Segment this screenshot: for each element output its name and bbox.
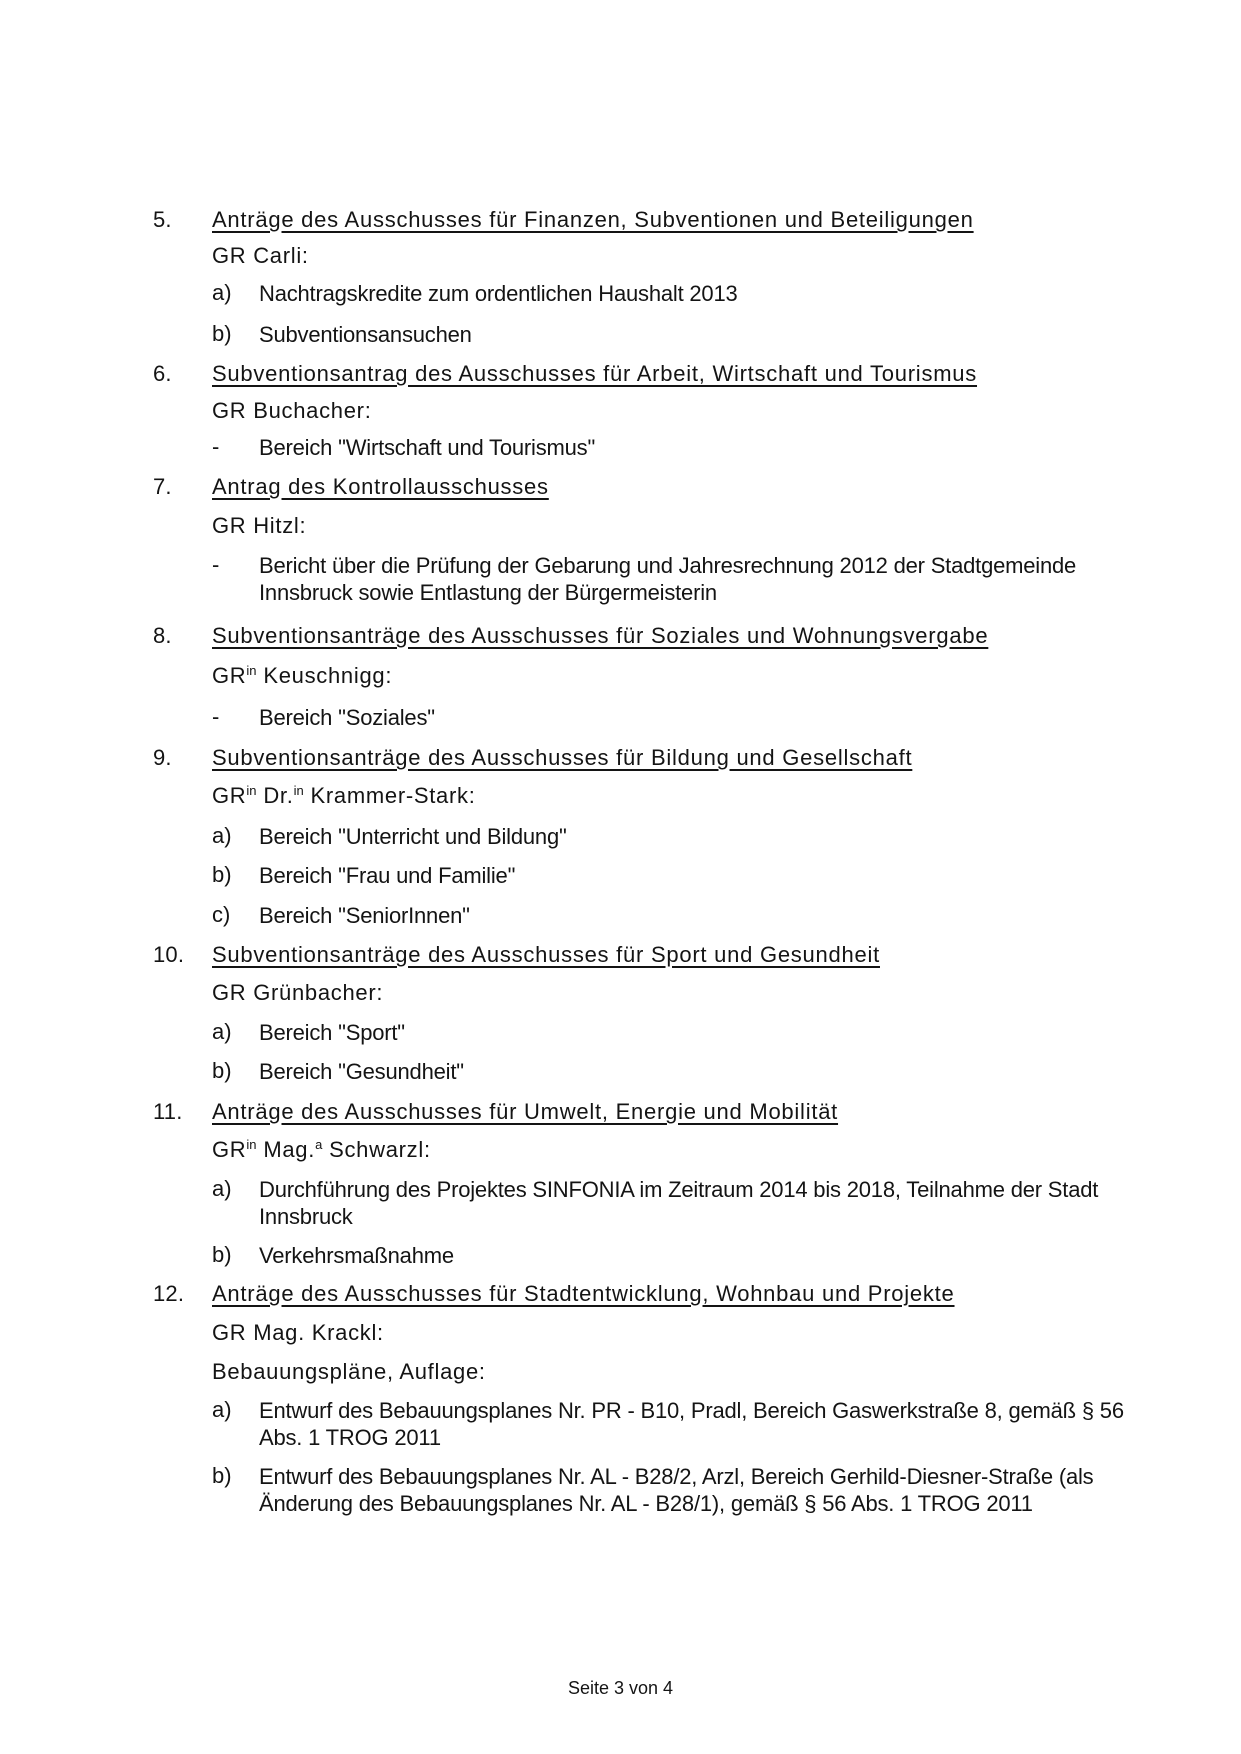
subitem-text: Entwurf des Bebauungsplanes Nr. PR - B10, Pradl, Bereich Gaswerkstraße 8, gemäß § 56 Abs. 1 TROG 2011 [259, 1398, 1124, 1450]
item-reporter: GR Carli: [212, 243, 309, 268]
subitem-text: Bereich "Gesundheit" [259, 1059, 464, 1084]
subitem-marker: - [212, 704, 220, 729]
subitem-text: Bereich "Soziales" [259, 705, 435, 730]
item-number: 11. [153, 1099, 183, 1124]
subitem-text: Bereich "Unterricht und Bildung" [259, 824, 567, 849]
subitem-text: Bereich "SeniorInnen" [259, 903, 470, 928]
subitem-marker: - [212, 552, 220, 577]
subitem-text: Nachtragskredite zum ordentlichen Haushalt 2013 [259, 281, 738, 306]
item-reporter: $GR^{in}$ Keuschnigg: [212, 663, 393, 688]
subitem-marker: a) [212, 1397, 232, 1422]
item-heading: Subventionsanträge des Ausschusses für Soziales und Wohnungsvergabe [212, 623, 989, 648]
item-subheading: Bebauungspläne, Auflage: [212, 1359, 486, 1384]
subitem-text: Bereich "Frau und Familie" [259, 863, 516, 888]
item-reporter: $GR^{in}$ Mag.$^a$ Schwarzl: [212, 1137, 431, 1162]
item-number: 7. [153, 474, 172, 499]
item-reporter: $GR^{in}$ Dr.$^{in}$ Krammer-Stark: [212, 783, 476, 808]
item-number: 6. [153, 361, 172, 386]
subitem-marker: b) [212, 862, 232, 887]
item-heading: Subventionsanträge des Ausschusses für Sport und Gesundheit [212, 942, 880, 967]
subitem-text: Bericht über die Prüfung der Gebarung und Jahresrechnung 2012 der Stadtgemeinde Innsbruck sowie Entlastung der Bürgermeisterin [259, 553, 1077, 605]
subitem-marker: a) [212, 280, 232, 305]
item-reporter: GR Buchacher: [212, 398, 372, 423]
subitem-marker: b) [212, 1242, 232, 1267]
subitem-text: Entwurf des Bebauungsplanes Nr. AL - B28/2, Arzl, Bereich Gerhild-Diesner-Straße (als Änderung des Bebauungsplanes Nr. AL - B28/1), gemäß § 56 Abs. 1 TROG 2011 [259, 1464, 1094, 1516]
item-reporter: GR Grünbacher: [212, 980, 384, 1005]
subitem-text: Bereich "Wirtschaft und Tourismus" [259, 435, 596, 460]
item-reporter: GR Hitzl: [212, 513, 307, 538]
subitem-text: Bereich "Sport" [259, 1020, 405, 1045]
subitem-text: Subventionsansuchen [259, 322, 472, 347]
item-heading: Subventionsanträge des Ausschusses für Bildung und Gesellschaft [212, 745, 913, 770]
item-reporter: GR Mag. Krackl: [212, 1320, 384, 1345]
subitem-marker: b) [212, 1463, 232, 1488]
item-number: 12. [153, 1281, 185, 1306]
item-heading: Anträge des Ausschusses für Stadtentwicklung, Wohnbau und Projekte [212, 1281, 955, 1306]
subitem-text: Durchführung des Projektes SINFONIA im Zeitraum 2014 bis 2018, Teilnahme der Stadt Innsbruck [259, 1177, 1099, 1229]
item-number: 5. [153, 207, 172, 232]
item-number: 8. [153, 623, 172, 648]
subitem-marker: a) [212, 823, 232, 848]
item-number: 10. [153, 942, 185, 967]
subitem-marker: b) [212, 321, 232, 346]
subitem-marker: a) [212, 1176, 232, 1201]
subitem-marker: b) [212, 1058, 232, 1083]
subitem-marker: a) [212, 1019, 232, 1044]
subitem-marker: - [212, 434, 220, 459]
item-heading: Antrag des Kontrollausschusses [212, 474, 549, 499]
page-footer: Seite 3 von 4 [567, 1678, 674, 1698]
item-heading: Anträge des Ausschusses für Umwelt, Energie und Mobilität [212, 1099, 839, 1124]
subitem-marker: c) [212, 902, 231, 927]
item-heading: Anträge des Ausschusses für Finanzen, Subventionen und Beteiligungen [212, 207, 974, 232]
item-number: 9. [153, 745, 172, 770]
subitem-text: Verkehrsmaßnahme [259, 1243, 454, 1268]
item-heading: Subventionsantrag des Ausschusses für Arbeit, Wirtschaft und Tourismus [212, 361, 978, 386]
